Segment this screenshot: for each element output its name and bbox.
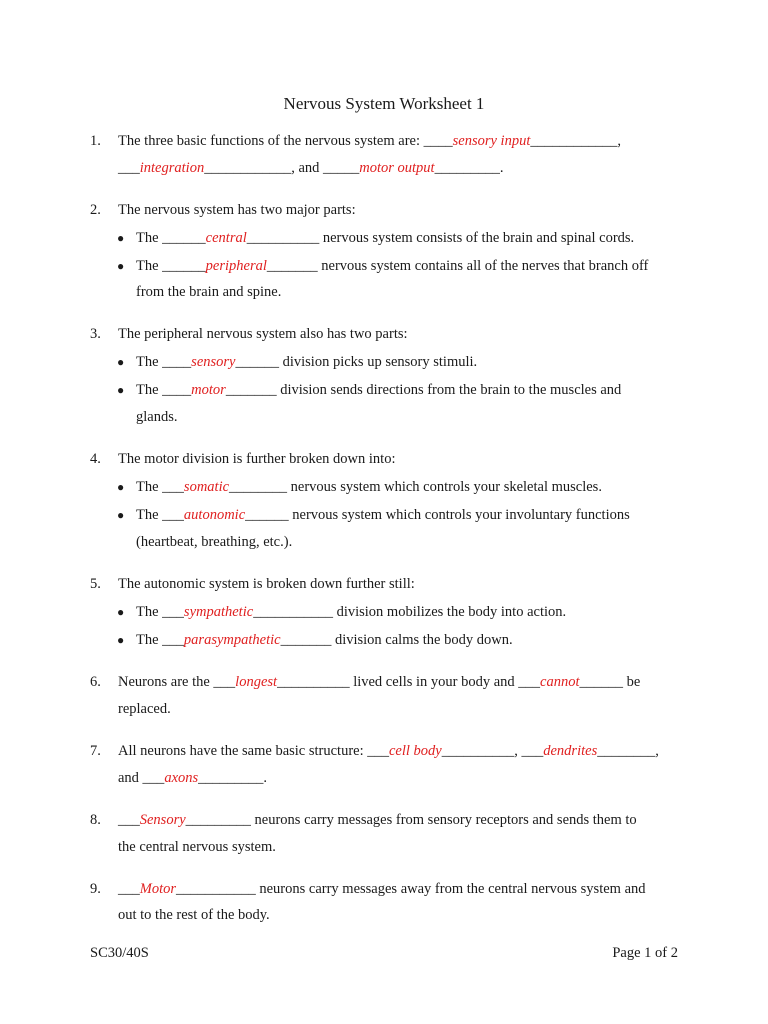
question-number: 3. (90, 326, 101, 342)
page-number: Page 1 of 2 (612, 945, 678, 961)
text-segment: The ___ (136, 507, 184, 523)
bullet-text-continued: from the brain and spine. (136, 284, 282, 300)
bullet-icon: ● (117, 383, 125, 397)
bullet-text (136, 631, 513, 649)
bullet-icon: ● (117, 605, 125, 619)
question-number: 8. (90, 812, 101, 828)
question-text (118, 673, 640, 691)
text-segment: ______ nervous system which controls your involuntary functions (245, 507, 630, 523)
text-segment: and ___ (118, 770, 165, 786)
text-segment: Neurons are the ___ (118, 674, 236, 690)
text-segment: ___ (118, 160, 140, 176)
answer: central (205, 230, 247, 246)
bullet-icon: ● (117, 508, 125, 522)
question-number: 9. (90, 881, 101, 897)
answer: integration (139, 160, 205, 176)
bullet-icon: ● (117, 231, 125, 245)
question-number: 4. (90, 451, 101, 467)
text-segment: ________, (597, 743, 659, 759)
bullet-icon: ● (117, 480, 125, 494)
answer: parasympathetic (183, 632, 281, 648)
text-segment: _______ nervous system contains all of the nerves that branch off (266, 258, 649, 274)
question-number: 2. (90, 202, 101, 218)
bullet-text (136, 229, 634, 247)
bullet-text (136, 506, 630, 524)
question-text: The autonomic system is broken down further still: (118, 576, 415, 592)
question-text-continued: out to the rest of the body. (118, 907, 270, 923)
bullet-text-continued: glands. (136, 409, 178, 425)
text-segment: _________ neurons carry messages from sensory receptors and sends them to (185, 812, 637, 828)
text-segment: ___ (118, 812, 140, 828)
question-text (118, 132, 621, 150)
answer: sympathetic (183, 604, 254, 620)
question-text: The nervous system has two major parts: (118, 202, 356, 218)
text-segment: The ___ (136, 632, 184, 648)
answer: somatic (183, 479, 230, 495)
bullet-icon: ● (117, 633, 125, 647)
text-segment: The ____ (136, 382, 192, 398)
bullet-text-continued: (heartbeat, breathing, etc.). (136, 534, 293, 550)
question-number: 1. (90, 133, 101, 149)
text-segment: ____________, and _____ (204, 160, 360, 176)
question-text (118, 769, 267, 787)
question-text-continued: the central nervous system. (118, 839, 276, 855)
text-segment: ______ division picks up sensory stimuli. (235, 354, 478, 370)
text-segment: _______ division calms the body down. (280, 632, 513, 648)
text-segment: The three basic functions of the nervous system are: ____ (118, 133, 453, 149)
text-segment: ___ (118, 881, 140, 897)
page-title: Nervous System Worksheet 1 (283, 94, 485, 113)
question-text: The peripheral nervous system also has two parts: (118, 326, 408, 342)
question-number: 6. (90, 674, 101, 690)
answer: sensory (191, 354, 236, 370)
question-text (118, 159, 503, 177)
text-segment: _________. (434, 160, 504, 176)
text-segment: _______ division sends directions from the brain to the muscles and (225, 382, 622, 398)
text-segment: ________ nervous system which controls your skeletal muscles. (229, 479, 602, 495)
bullet-text (136, 603, 566, 621)
text-segment: All neurons have the same basic structure: ___ (118, 743, 389, 759)
question-text (118, 811, 637, 829)
bullet-icon: ● (117, 355, 125, 369)
answer: axons (164, 770, 199, 786)
answer: autonomic (183, 507, 246, 523)
bullet-text (136, 478, 602, 496)
bullet-text (136, 381, 621, 399)
text-segment: ___________ neurons carry messages away from the central nervous system and (176, 881, 646, 897)
answer: motor (191, 382, 226, 398)
text-segment: _________. (198, 770, 268, 786)
answer: cell body (389, 743, 442, 759)
course-code: SC30/40S (90, 945, 149, 961)
text-segment: The ___ (136, 604, 184, 620)
text-segment: __________, ___ (441, 743, 544, 759)
text-segment: The ______ (136, 258, 206, 274)
answer: dendrites (543, 743, 598, 759)
question-text-continued: replaced. (118, 701, 171, 717)
question-number: 5. (90, 576, 101, 592)
answer: Sensory (139, 812, 186, 828)
question-number: 7. (90, 743, 101, 759)
text-segment: ____________, (530, 133, 621, 149)
answer: longest (235, 674, 278, 690)
question-text (118, 880, 646, 898)
text-segment: The ____ (136, 354, 192, 370)
answer: sensory input (452, 133, 531, 149)
answer: motor output (359, 160, 435, 176)
answer: peripheral (205, 258, 267, 274)
bullet-text (136, 353, 477, 371)
answer: Motor (139, 881, 176, 897)
text-segment: ______ be (579, 674, 641, 690)
text-segment: The ___ (136, 479, 184, 495)
question-text: The motor division is further broken down into: (118, 451, 396, 467)
bullet-icon: ● (117, 259, 125, 273)
question-text (118, 742, 659, 760)
bullet-text (136, 257, 648, 275)
text-segment: __________ lived cells in your body and ___ (277, 674, 541, 690)
text-segment: __________ nervous system consists of the brain and spinal cords. (246, 230, 635, 246)
text-segment: The ______ (136, 230, 206, 246)
text-segment: ___________ division mobilizes the body into action. (253, 604, 567, 620)
answer: cannot (540, 674, 580, 690)
